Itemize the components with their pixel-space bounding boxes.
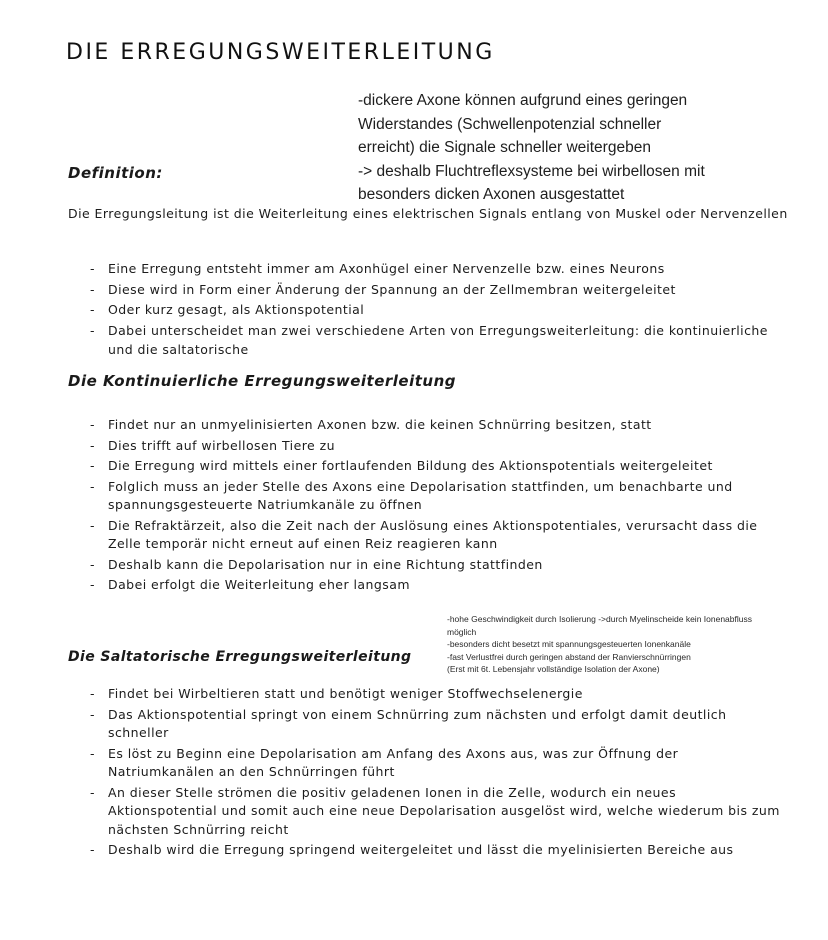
list-item: - Deshalb kann die Depolarisation nur in eine Richtung stattfinden	[86, 556, 786, 575]
typed-note-line: -dickere Axone können aufgrund eines geringen	[358, 92, 688, 109]
note-line: -hohe Geschwindigkeit durch Isolierung ->durch Myelinscheide kein Ionenabfluss	[447, 614, 752, 624]
typed-note-line: besonders dicken Axonen ausgestattet	[358, 186, 625, 203]
note-line: -besonders dicht besetzt mit spannungsgesteuerten Ionenkanäle	[447, 639, 691, 649]
section-heading-saltatorisch: Die Saltatorische Erregungsweiterleitung	[68, 649, 412, 665]
note-line: -fast Verlustfrei durch geringen abstand der Ranvierschnürringen	[447, 651, 691, 662]
list-item: - Die Refraktärzeit, also die Zeit nach der Auslösung eines Aktionspotentiales, verursacht dass die Zelle temporär nicht erneut auf einen Reiz reagieren kann	[86, 517, 786, 554]
list-item: - Folglich muss an jeder Stelle des Axons eine Depolarisation stattfinden, um benachbarte und spannungsgesteuerte Natriumkanäle zu öffnen	[86, 478, 786, 515]
list-item: - Eine Erregung entsteht immer am Axonhügel einer Nervenzelle bzw. eines Neurons	[86, 259, 786, 279]
list-item: - Das Aktionspotential springt von einem Schnürring zum nächsten und erfolgt damit deutlich schneller	[86, 706, 786, 743]
list-item: - Deshalb wird die Erregung springend weitergeleitet und lässt die myelinisierten Bereiche aus	[86, 841, 786, 860]
list-item: - Dabei unterscheidet man zwei verschiedene Arten von Erregungsweiterleitung: die kontinuierliche und die saltatorische	[86, 321, 786, 360]
definition-heading: Definition:	[68, 164, 163, 182]
page-title: DIE ERREGUNGSWEITERLEITUNG	[66, 40, 495, 65]
list-item: - Dabei erfolgt die Weiterleitung eher langsam	[86, 576, 786, 595]
typed-note-line: erreicht) die Signale schneller weitergeben	[358, 139, 651, 156]
note-line: (Erst mit 6t. Lebensjahr vollständige Isolation der Axone)	[447, 664, 660, 674]
typed-note-line: Widerstandes (Schwellenpotenzial schneller	[358, 115, 662, 133]
list-item: - Es löst zu Beginn eine Depolarisation am Anfang des Axons aus, was zur Öffnung der Natriumkanälen an den Schnürringen führt	[86, 745, 786, 782]
list-item: - Oder kurz gesagt, als Aktionspotential	[86, 300, 786, 320]
list-item: - Dies trifft auf wirbellosen Tiere zu	[86, 437, 786, 456]
typed-note	[358, 89, 818, 207]
list-item: - Findet bei Wirbeltieren statt und benötigt weniger Stoffwechselenergie	[86, 685, 786, 704]
definition-text: Die Erregungsleitung ist die Weiterleitung eines elektrischen Signals entlang von Muskel oder Nervenzellen	[68, 206, 788, 221]
list-item: - Diese wird in Form einer Änderung der Spannung an der Zellmembran weitergeleitet	[86, 280, 786, 300]
list-item: - Die Erregung wird mittels einer fortlaufenden Bildung des Aktionspotentials weitergeleitet	[86, 457, 786, 476]
saltatorisch-notes	[447, 613, 817, 676]
typed-note-line: -> deshalb Fluchtreflexsysteme bei wirbellosen mit	[358, 162, 705, 180]
note-line: möglich	[447, 626, 477, 637]
kontinuierlich-list	[86, 416, 786, 597]
definition-list	[86, 259, 786, 361]
list-item: - Findet nur an unmyelinisierten Axonen bzw. die keinen Schnürring besitzen, statt	[86, 416, 786, 435]
list-item: - An dieser Stelle strömen die positiv geladenen Ionen in die Zelle, wodurch ein neues Aktionspotential und somit auch eine neue Depolarisation ausgelöst wird, welche wiederum bis zum nächsten Schnürring reicht	[86, 784, 786, 840]
section-heading-kontinuierlich: Die Kontinuierliche Erregungsweiterleitung	[68, 372, 457, 390]
saltatorisch-list	[86, 685, 786, 862]
